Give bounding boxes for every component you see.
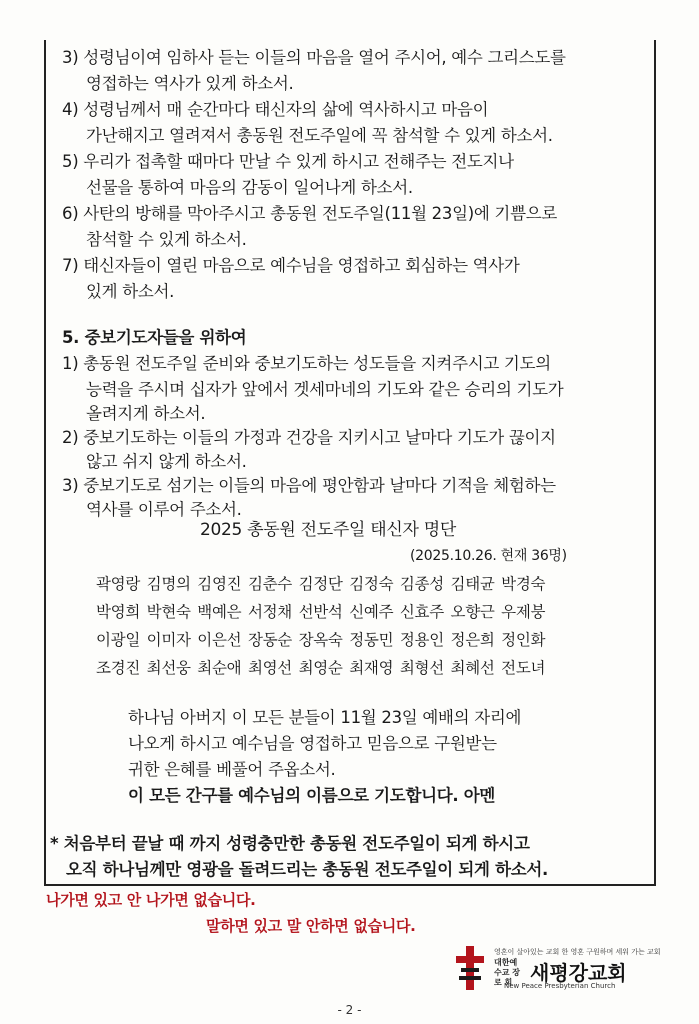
roster-row-2: 박영희 박현숙 백예은 서정채 선반석 신예주 신효주 오향근 우제붕: [96, 603, 546, 621]
church-name: 새평강교회: [530, 961, 627, 985]
prayer-item-3-line1: 3) 성령님이여 임하사 듣는 이들의 마음을 열어 주시어, 예수 그리스도를: [62, 48, 566, 67]
roster-title: 2025 총동원 전도주일 태신자 명단: [200, 520, 456, 540]
slogan-line2: 말하면 있고 말 안하면 없습니다.: [206, 917, 416, 935]
roster-row-1: 곽영랑 김명의 김영진 김춘수 김정단 김정숙 김종성 김태균 박경숙: [96, 575, 546, 593]
church-english-name: New Peace Presbyterian Church: [504, 982, 616, 990]
closing-prayer-line3: 귀한 은혜를 베풀어 주옵소서.: [128, 760, 336, 779]
intercessor-item-2-line1: 2) 중보기도하는 이들의 가정과 건강을 지키시고 날마다 기도가 끊이지: [62, 428, 556, 447]
roster-row-3: 이광일 이미자 이은선 장동순 장옥숙 정동민 정용인 정은희 정인화: [96, 631, 546, 649]
intercessor-item-3-line2: 역사를 이루어 주소서.: [86, 500, 242, 519]
section-5-heading: 5. 중보기도자들을 위하여: [62, 328, 247, 347]
intercessor-item-1-line3: 올려지게 하소서.: [86, 404, 206, 423]
prayer-item-4-line1: 4) 성령님께서 매 순간마다 태신자의 삶에 역사하시고 마음이: [62, 100, 489, 119]
closing-prayer-line1: 하나님 아버지 이 모든 분들이 11월 23일 예배의 자리에: [128, 708, 522, 727]
prayer-item-5-line1: 5) 우리가 접촉할 때마다 만날 수 있게 하시고 전해주는 전도지나: [62, 152, 514, 171]
church-motto: 영혼이 살아있는 교회 한 영혼 구원하며 세워 가는 교회: [494, 948, 661, 956]
roster-row-4: 조경진 최선웅 최순애 최영선 최영순 최재영 최형선 최혜선 전도녀: [96, 659, 546, 677]
note-line2: 오직 하나님께만 영광을 돌려드리는 총동원 전도주일이 되게 하소서.: [66, 860, 548, 879]
cross-icon: [452, 944, 488, 992]
page-number: - 2 -: [337, 1003, 362, 1017]
intercessor-item-1-line2: 능력을 주시며 십자가 앞에서 겟세마네의 기도와 같은 승리의 기도가: [86, 380, 564, 399]
prayer-item-6-line1: 6) 사탄의 방해를 막아주시고 총동원 전도주일(11월 23일)에 기쁨으로: [62, 204, 557, 223]
prayer-item-6-line2: 참석할 수 있게 하소서.: [86, 230, 247, 249]
intercessor-item-2-line2: 않고 쉬지 않게 하소서.: [86, 452, 247, 471]
closing-prayer-line2: 나오게 하시고 예수님을 영접하고 믿음으로 구원받는: [128, 734, 497, 753]
intercessor-item-1-line1: 1) 총동원 전도주일 준비와 중보기도하는 성도들을 지켜주시고 기도의: [62, 354, 551, 373]
prayer-item-7-line1: 7) 태신자들이 열린 마음으로 예수님을 영접하고 회심하는 역사가: [62, 256, 520, 275]
prayer-item-5-line2: 선물을 통하여 마음의 감동이 일어나게 하소서.: [86, 178, 413, 197]
prayer-item-4-line2: 가난해지고 열려져서 총동원 전도주일에 꼭 참석할 수 있게 하소서.: [86, 126, 553, 145]
church-logo: [452, 942, 661, 998]
prayer-item-7-line2: 있게 하소서.: [86, 282, 175, 301]
closing-prayer-amen: 이 모든 간구를 예수님의 이름으로 기도합니다. 아멘: [128, 786, 496, 805]
note-line1: * 처음부터 끝날 때 까지 성령충만한 총동원 전도주일이 되게 하시고: [50, 834, 530, 853]
intercessor-item-3-line1: 3) 중보기도로 섬기는 이들의 마음에 평안함과 날마다 기적을 체험하는: [62, 476, 556, 495]
church-denomination: 대한예수교 장 로 회: [494, 958, 520, 987]
slogan-line1: 나가면 있고 안 나가면 없습니다.: [46, 891, 256, 909]
roster-date: (2025.10.26. 현재 36명): [410, 548, 567, 564]
prayer-item-3-line2: 영접하는 역사가 있게 하소서.: [86, 74, 294, 93]
